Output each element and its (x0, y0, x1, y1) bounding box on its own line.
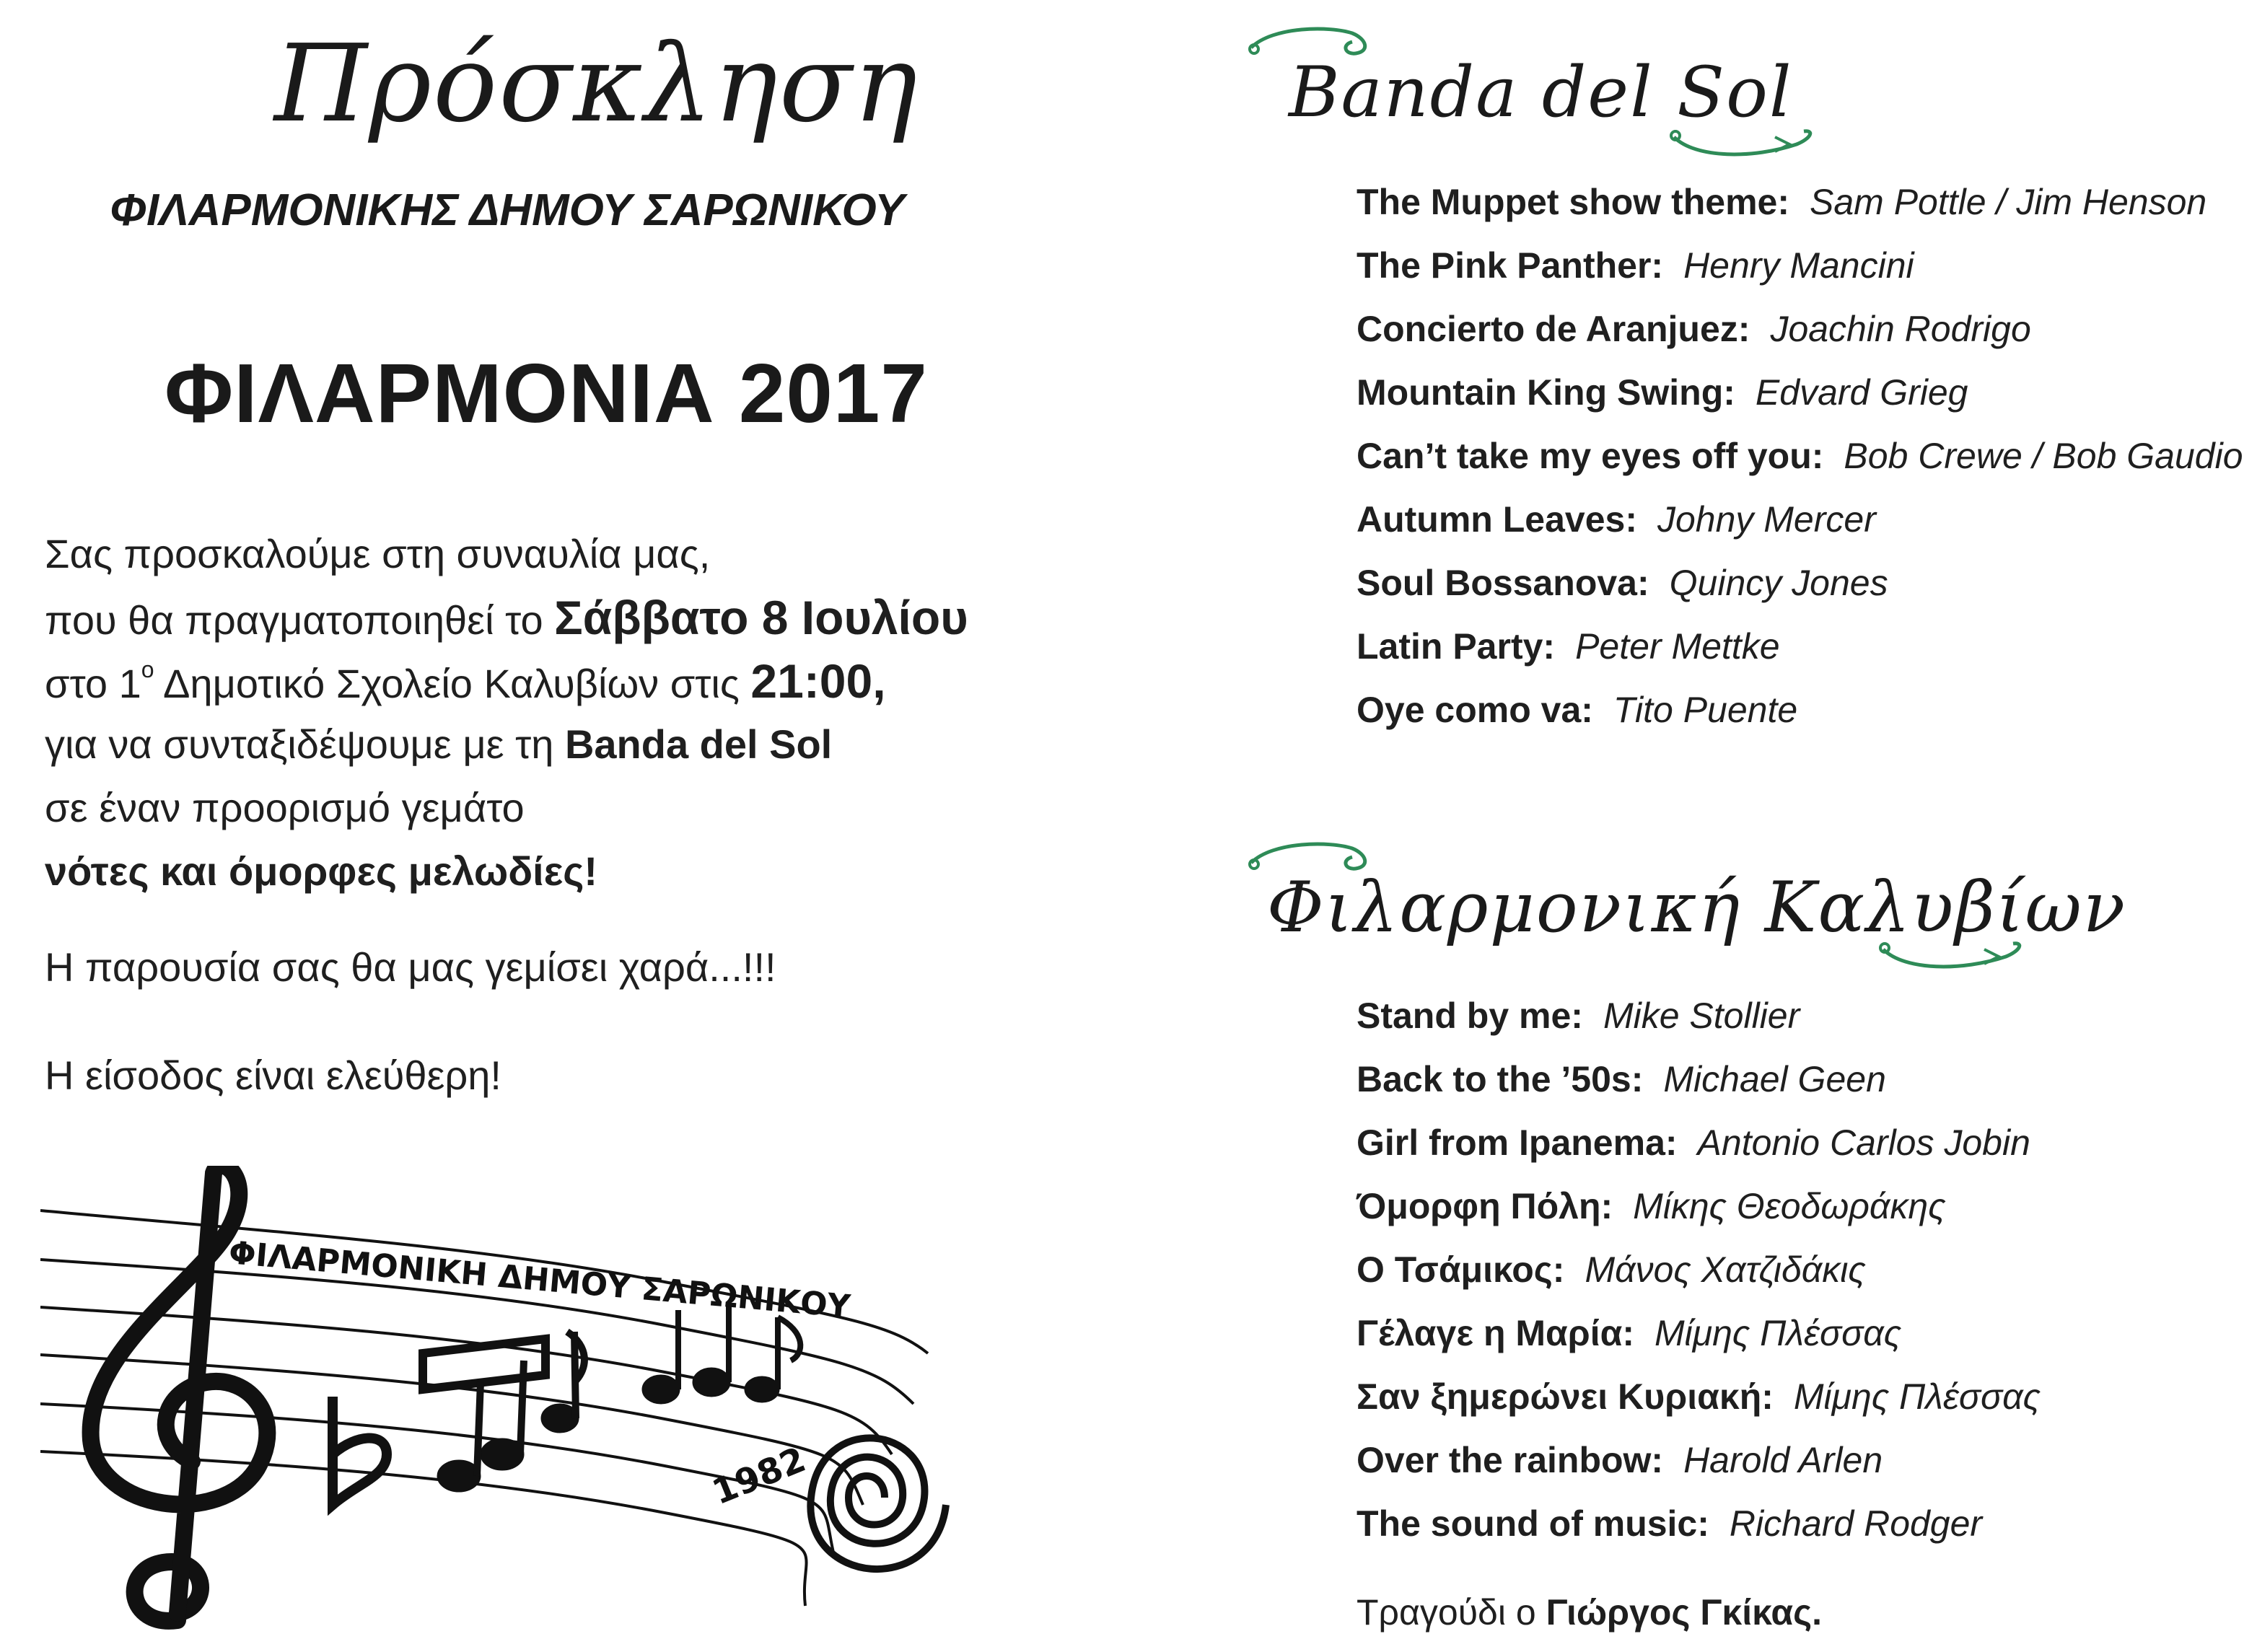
song-row (1357, 1174, 2041, 1238)
song-row (1357, 170, 2243, 234)
song-title: The Muppet show theme: (1357, 182, 1789, 222)
singer-name: Γιώργος Γκίκας. (1546, 1592, 1822, 1633)
song-row (1357, 551, 2243, 615)
singer-prefix: Τραγούδι ο (1357, 1592, 1546, 1633)
song-row (1357, 1428, 2041, 1492)
composer: Henry Mancini (1683, 245, 1914, 286)
invite-line-1 (45, 522, 968, 586)
song-title: Can’t take my eyes off you: (1357, 436, 1824, 476)
song-title: Oye como va: (1357, 690, 1593, 730)
philharmonic-subtitle: ΦΙΛΑΡΜΟΝΙΚΗΣ ΔΗΜΟΥ ΣΑΡΩΝΙΚΟΥ (110, 185, 905, 235)
composer: Mike Stollier (1603, 996, 1800, 1036)
song-title: Mountain King Swing: (1357, 372, 1735, 413)
song-row (1357, 488, 2243, 551)
composer: Quincy Jones (1669, 563, 1888, 603)
logo-year: 1982 (706, 1439, 812, 1513)
song-title: Back to the ’50s: (1357, 1059, 1644, 1099)
song-row (1357, 1365, 2041, 1428)
composer: Joachin Rodrigo (1770, 309, 2031, 349)
kalyvia-title: Φιλαρμονική Καλυβίων (1267, 867, 2127, 948)
invitation-panel (0, 0, 1082, 1652)
song-row (1357, 984, 2041, 1047)
song-row (1357, 678, 2243, 742)
composer: Bob Crewe / Bob Gaudio (1844, 436, 2243, 476)
composer: Johny Mercer (1657, 499, 1876, 540)
banda-songlist (1357, 170, 2243, 742)
song-title: Concierto de Aranjuez: (1357, 309, 1750, 349)
composer: Antonio Carlos Jobin (1697, 1122, 2030, 1163)
event-date: Σάββατο 8 Ιουλίου (554, 591, 968, 644)
song-row (1357, 424, 2243, 488)
invitation-text (45, 522, 968, 903)
singer-credit (1357, 1591, 1822, 1633)
ordinal-marker: ο (141, 656, 154, 682)
song-title: Stand by me: (1357, 996, 1583, 1036)
song-title: Girl from Ipanema: (1357, 1122, 1678, 1163)
song-title: Ο Τσάμικος: (1357, 1249, 1565, 1290)
kalyvia-songlist (1357, 984, 2041, 1555)
invitation-title: Πρόσκληση (274, 22, 919, 146)
banda-title: Banda del Sol (1289, 52, 1793, 133)
logo-text: ΦΙΛΑΡΜΟΝΙΚΗ ΔΗΜΟΥ ΣΑΡΩΝΙΚΟΥ (227, 1234, 852, 1326)
composer: Tito Puente (1613, 690, 1798, 730)
song-title: The sound of music: (1357, 1503, 1709, 1544)
invite-line-5 (45, 776, 968, 840)
band-name: Banda del Sol (564, 721, 833, 767)
song-title: Όμορφη Πόλη: (1357, 1186, 1613, 1226)
philharmonic-logo (40, 1166, 971, 1635)
invite-line-5-text: σε έναν προορισμό γεμάτο (45, 785, 525, 830)
composer: Edvard Grieg (1755, 372, 1968, 413)
invite-line-3-venue: Δημοτικό Σχολείο Καλυβίων στις (154, 661, 751, 706)
composer: Richard Rodger (1729, 1503, 1983, 1544)
flat-icon (333, 1397, 387, 1505)
event-title: ΦΙΛΑΡΜΟΝΙΑ 2017 (165, 346, 928, 440)
composer: Μίμης Πλέσσας (1793, 1376, 2041, 1417)
invite-line-4-text: για να συνταξιδέψουμε με τη (45, 721, 565, 767)
invite-line-3 (45, 649, 968, 713)
composer: Harold Arlen (1683, 1440, 1883, 1480)
invite-line-6-text: νότες και όμορφες μελωδίες! (45, 848, 598, 894)
song-title: Σαν ξημερώνει Κυριακή: (1357, 1376, 1774, 1417)
composer: Sam Pottle / Jim Henson (1810, 182, 2207, 222)
song-row (1357, 1301, 2041, 1365)
treble-clef-icon (91, 1166, 268, 1621)
song-row (1357, 297, 2243, 361)
spiral-icon (810, 1438, 946, 1569)
invite-line-1-text: Σας προσκαλούμε στη συναυλία μας, (45, 531, 711, 576)
presence-text: Η παρουσία σας θα μας γεμίσει χαρά...!!! (45, 944, 776, 990)
song-row (1357, 1111, 2041, 1174)
song-row (1357, 361, 2243, 424)
song-row (1357, 1047, 2041, 1111)
invite-line-2-text: που θα πραγματοποιηθεί το (45, 597, 555, 643)
invite-line-4 (45, 713, 968, 776)
song-title: Over the rainbow: (1357, 1440, 1664, 1480)
song-title: Autumn Leaves: (1357, 499, 1637, 540)
composer: Peter Mettke (1575, 626, 1780, 667)
song-row (1357, 234, 2243, 297)
song-row (1357, 615, 2243, 678)
invite-line-2 (45, 586, 968, 649)
invite-line-6 (45, 840, 968, 903)
song-title: Latin Party: (1357, 626, 1556, 667)
composer: Μίμης Πλέσσας (1655, 1313, 1902, 1353)
song-title: The Pink Panther: (1357, 245, 1664, 286)
invite-line-3-text: στο 1 (45, 661, 141, 706)
program-panel (1126, 0, 2257, 1652)
song-title: Soul Bossanova: (1357, 563, 1649, 603)
composer: Michael Geen (1663, 1059, 1886, 1099)
song-row (1357, 1238, 2041, 1301)
song-title: Γέλαγε η Μαρία: (1357, 1313, 1635, 1353)
event-time: 21:00, (750, 654, 886, 708)
song-row (1357, 1492, 2041, 1555)
composer: Μίκης Θεοδωράκης (1633, 1186, 1946, 1226)
composer: Μάνος Χατζιδάκις (1585, 1249, 1866, 1290)
entrance-text: Η είσοδος είναι ελεύθερη! (45, 1053, 501, 1098)
